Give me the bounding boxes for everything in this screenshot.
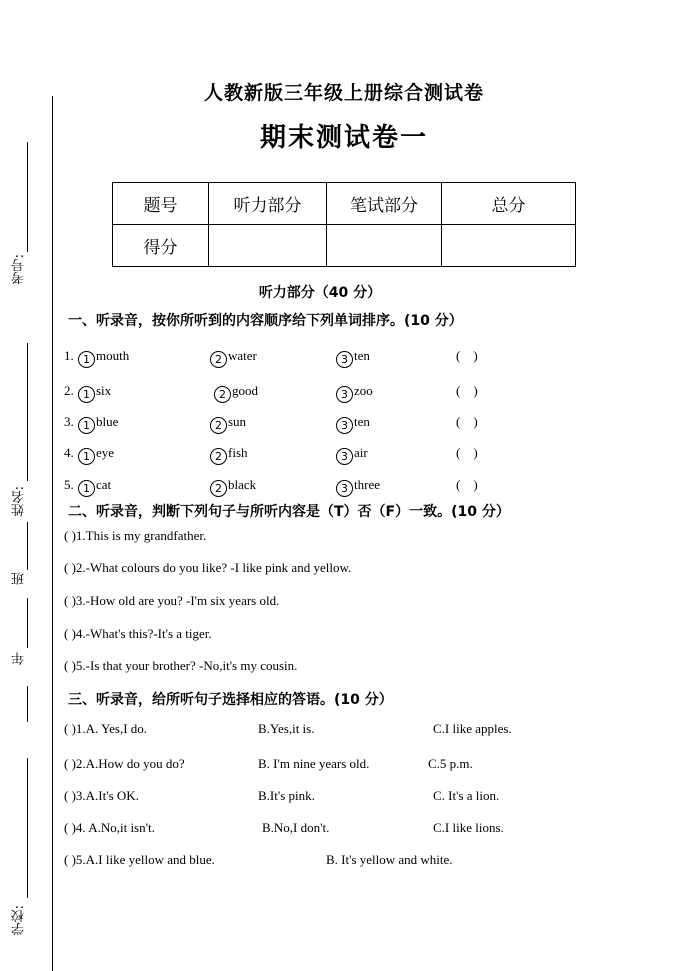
answer-blank[interactable]: ( ) xyxy=(456,414,478,429)
section1-option-c xyxy=(336,383,373,403)
section3-option-c: C.I like lions. xyxy=(433,820,504,835)
section3-option-b: B.Yes,it is. xyxy=(258,721,315,736)
listening-score-cell[interactable] xyxy=(209,225,327,267)
school-label: 学校: xyxy=(12,905,27,936)
circled-number-2: 2 xyxy=(210,351,227,368)
circled-number-1: 1 xyxy=(78,480,95,497)
total-score-cell[interactable] xyxy=(442,225,576,267)
circled-number-3: 3 xyxy=(336,386,353,403)
school-field-line[interactable] xyxy=(27,758,28,898)
answer-blank[interactable]: ( ) xyxy=(456,477,478,492)
section3-option-c: C.I like apples. xyxy=(433,721,512,736)
circled-number-3: 3 xyxy=(336,351,353,368)
section3-option-c: C. It's a lion. xyxy=(433,788,500,803)
table-cell: 听力部分 xyxy=(209,183,327,225)
section1-title: 一、听录音，按你所听到的内容顺序给下列单词排序。(10 分） xyxy=(68,313,463,329)
section1-option-c xyxy=(336,414,370,434)
section3-item-question: ( )4. A.No,it isn't. xyxy=(64,820,155,835)
word-label: ten xyxy=(354,348,370,363)
word-label: mouth xyxy=(96,348,130,363)
answer-blank[interactable]: ( ) xyxy=(456,348,478,363)
circled-number-1: 1 xyxy=(78,417,95,434)
grade-field-line[interactable] xyxy=(27,598,28,648)
section1-option-c xyxy=(336,477,380,497)
section1-option-b xyxy=(214,383,258,403)
class-field-line[interactable] xyxy=(27,522,28,570)
section1-option-b xyxy=(210,348,257,368)
section3-option-b: B.No,I don't. xyxy=(262,820,330,835)
section3-item-question: ( )1.A. Yes,I do. xyxy=(64,721,148,736)
circled-number-1: 1 xyxy=(78,351,95,368)
section2-title: 二、听录音，判断下列句子与所听内容是（T）否（F）一致。(10 分） xyxy=(68,504,510,520)
section1-option-a xyxy=(78,383,111,403)
word-label: blue xyxy=(96,414,119,429)
binding-margin-line xyxy=(52,96,53,971)
section2-item: ( )3.-How old are you? -I'm six years old. xyxy=(64,593,280,608)
circled-number-2: 2 xyxy=(210,480,227,497)
word-label: black xyxy=(228,477,257,492)
word-label: water xyxy=(228,348,257,363)
name-label: 姓名: xyxy=(12,486,27,517)
section1-option-c xyxy=(336,348,370,368)
word-label: six xyxy=(96,383,112,398)
word-label: three xyxy=(354,477,380,492)
word-label: sun xyxy=(228,414,247,429)
section3-item-question: ( )2.A.How do you do? xyxy=(64,756,185,771)
word-label: eye xyxy=(96,445,115,460)
section1-option-b xyxy=(210,414,246,434)
circled-number-2: 2 xyxy=(210,448,227,465)
section3-option-b: B.It's pink. xyxy=(258,788,315,803)
section2-item: ( )4.-What's this?-It's a tiger. xyxy=(64,626,212,641)
section3-option-b: B. It's yellow and white. xyxy=(326,852,453,867)
section1-option-b xyxy=(210,445,248,465)
section1-option-c xyxy=(336,445,368,465)
circled-number-3: 3 xyxy=(336,417,353,434)
section2-item: ( )2.-What colours do you like? -I like pink and yellow. xyxy=(64,560,352,575)
table-cell: 笔试部分 xyxy=(327,183,442,225)
word-label: cat xyxy=(96,477,112,492)
section3-item-question: ( )5.A.I like yellow and blue. xyxy=(64,852,215,867)
word-label: good xyxy=(232,383,258,398)
section1-option-b xyxy=(210,477,256,497)
section1-item-number: 3. xyxy=(64,414,74,429)
section1-item-number: 4. xyxy=(64,445,74,460)
written-score-cell[interactable] xyxy=(327,225,442,267)
section3-option-c: C.5 p.m. xyxy=(428,756,473,771)
answer-blank[interactable]: ( ) xyxy=(456,383,478,398)
section1-option-a xyxy=(78,477,111,497)
section3-option-b: B. I'm nine years old. xyxy=(258,756,370,771)
section3-title: 三、听录音，给所听句子选择相应的答语。(10 分） xyxy=(68,692,393,708)
grade-label: 年 xyxy=(12,652,27,665)
circled-number-1: 1 xyxy=(78,386,95,403)
exam-title: 人教新版三年级上册综合测试卷 xyxy=(203,82,484,104)
grade-field-line-2[interactable] xyxy=(27,686,28,722)
exam-subtitle: 期末测试卷一 xyxy=(259,123,428,153)
circled-number-2: 2 xyxy=(210,417,227,434)
class-label: 班 xyxy=(12,572,27,585)
section1-option-a xyxy=(78,414,118,434)
exam-no-label: 考号: xyxy=(12,254,27,285)
section1-item-number: 1. xyxy=(64,348,74,363)
section1-item-number: 5. xyxy=(64,477,74,492)
section1-item-number: 2. xyxy=(64,383,74,398)
circled-number-1: 1 xyxy=(78,448,95,465)
listening-heading: 听力部分（40 分） xyxy=(258,285,382,301)
word-label: fish xyxy=(228,445,248,460)
score-table xyxy=(112,182,576,267)
score-table-header-row xyxy=(113,183,576,225)
table-cell: 总分 xyxy=(442,183,576,225)
section2-item: ( )1.This is my grandfather. xyxy=(64,528,207,543)
name-field-line[interactable] xyxy=(27,343,28,481)
circled-number-2: 2 xyxy=(214,386,231,403)
word-label: air xyxy=(354,445,368,460)
circled-number-3: 3 xyxy=(336,480,353,497)
word-label: ten xyxy=(354,414,370,429)
section1-option-a xyxy=(78,445,114,465)
table-cell: 得分 xyxy=(113,225,209,267)
circled-number-3: 3 xyxy=(336,448,353,465)
table-cell: 题号 xyxy=(113,183,209,225)
word-label: zoo xyxy=(354,383,373,398)
section1-option-a xyxy=(78,348,129,368)
exam-no-field-line[interactable] xyxy=(27,142,28,252)
score-table-score-row xyxy=(113,225,576,267)
answer-blank[interactable]: ( ) xyxy=(456,445,478,460)
section3-item-question: ( )3.A.It's OK. xyxy=(64,788,139,803)
section2-item: ( )5.-Is that your brother? -No,it's my cousin. xyxy=(64,658,298,673)
